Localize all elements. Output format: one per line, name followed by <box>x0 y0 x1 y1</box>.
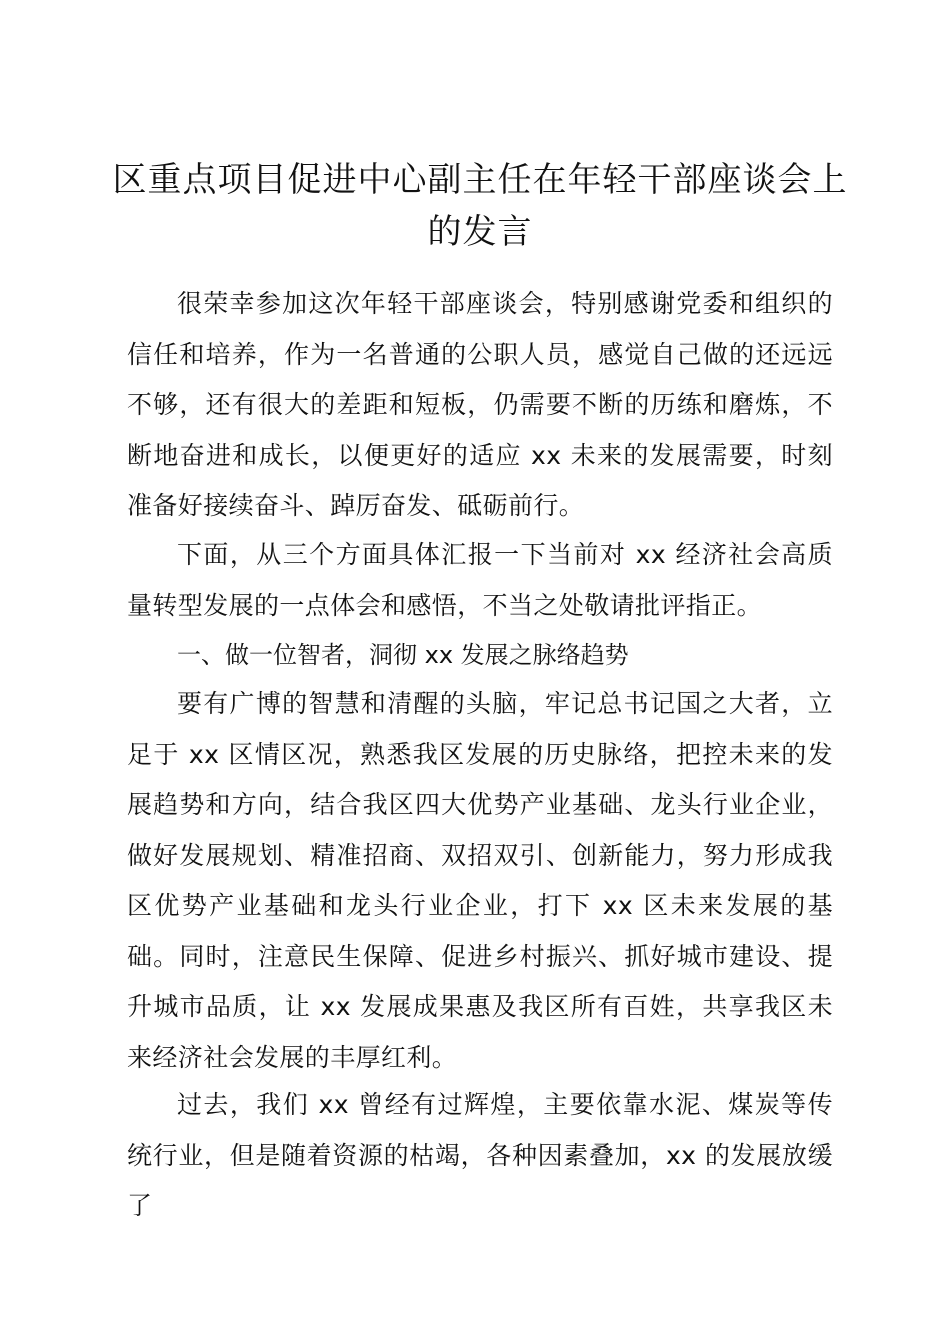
paragraph-section-1: 要有广博的智慧和清醒的头脑，牢记总书记国之大者，立足于 xx 区情区况，熟悉我区发展的历史脉络，把控未来的发展趋势和方向，结合我区四大优势产业基础、龙头行业企业，做好发展规划、精准招商、双招双引、创新能力，努力形成我区优势产业基础和龙头行业企业，打下 xx 区未来发展的基础。同时，注意民生保障、促进乡村振兴、抓好城市建设、提升城市品质，让 xx 发展成果惠及我区所有百姓，共享我区未来经济社会发展的丰厚红利。 <box>127 689 833 1072</box>
section-heading-1: 一、做一位智者，洞彻 xx 发展之脉络趋势 <box>177 641 629 669</box>
paragraph-intro: 很荣幸参加这次年轻干部座谈会，特别感谢党委和组织的信任和培养，作为一名普通的公职人员，感觉自己做的还远远不够，还有很大的差距和短板，仍需要不断的历练和磨炼，不断地奋进和成长，以便更好的适应 xx 未来的发展需要，时刻准备好接续奋斗、踔厉奋发、砥砺前行。 <box>127 289 833 520</box>
document-title: 区重点项目促进中心副主任在年轻干部座谈会上的发言 <box>112 160 848 252</box>
paragraph-past: 过去，我们 xx 曾经有过辉煌，主要依靠水泥、煤炭等传统行业，但是随着资源的枯竭，各种因素叠加，xx 的发展放缓了 <box>127 1090 833 1220</box>
paragraph-overview: 下面，从三个方面具体汇报一下当前对 xx 经济社会高质量转型发展的一点体会和感悟，不当之处敬请批评指正。 <box>127 540 833 620</box>
